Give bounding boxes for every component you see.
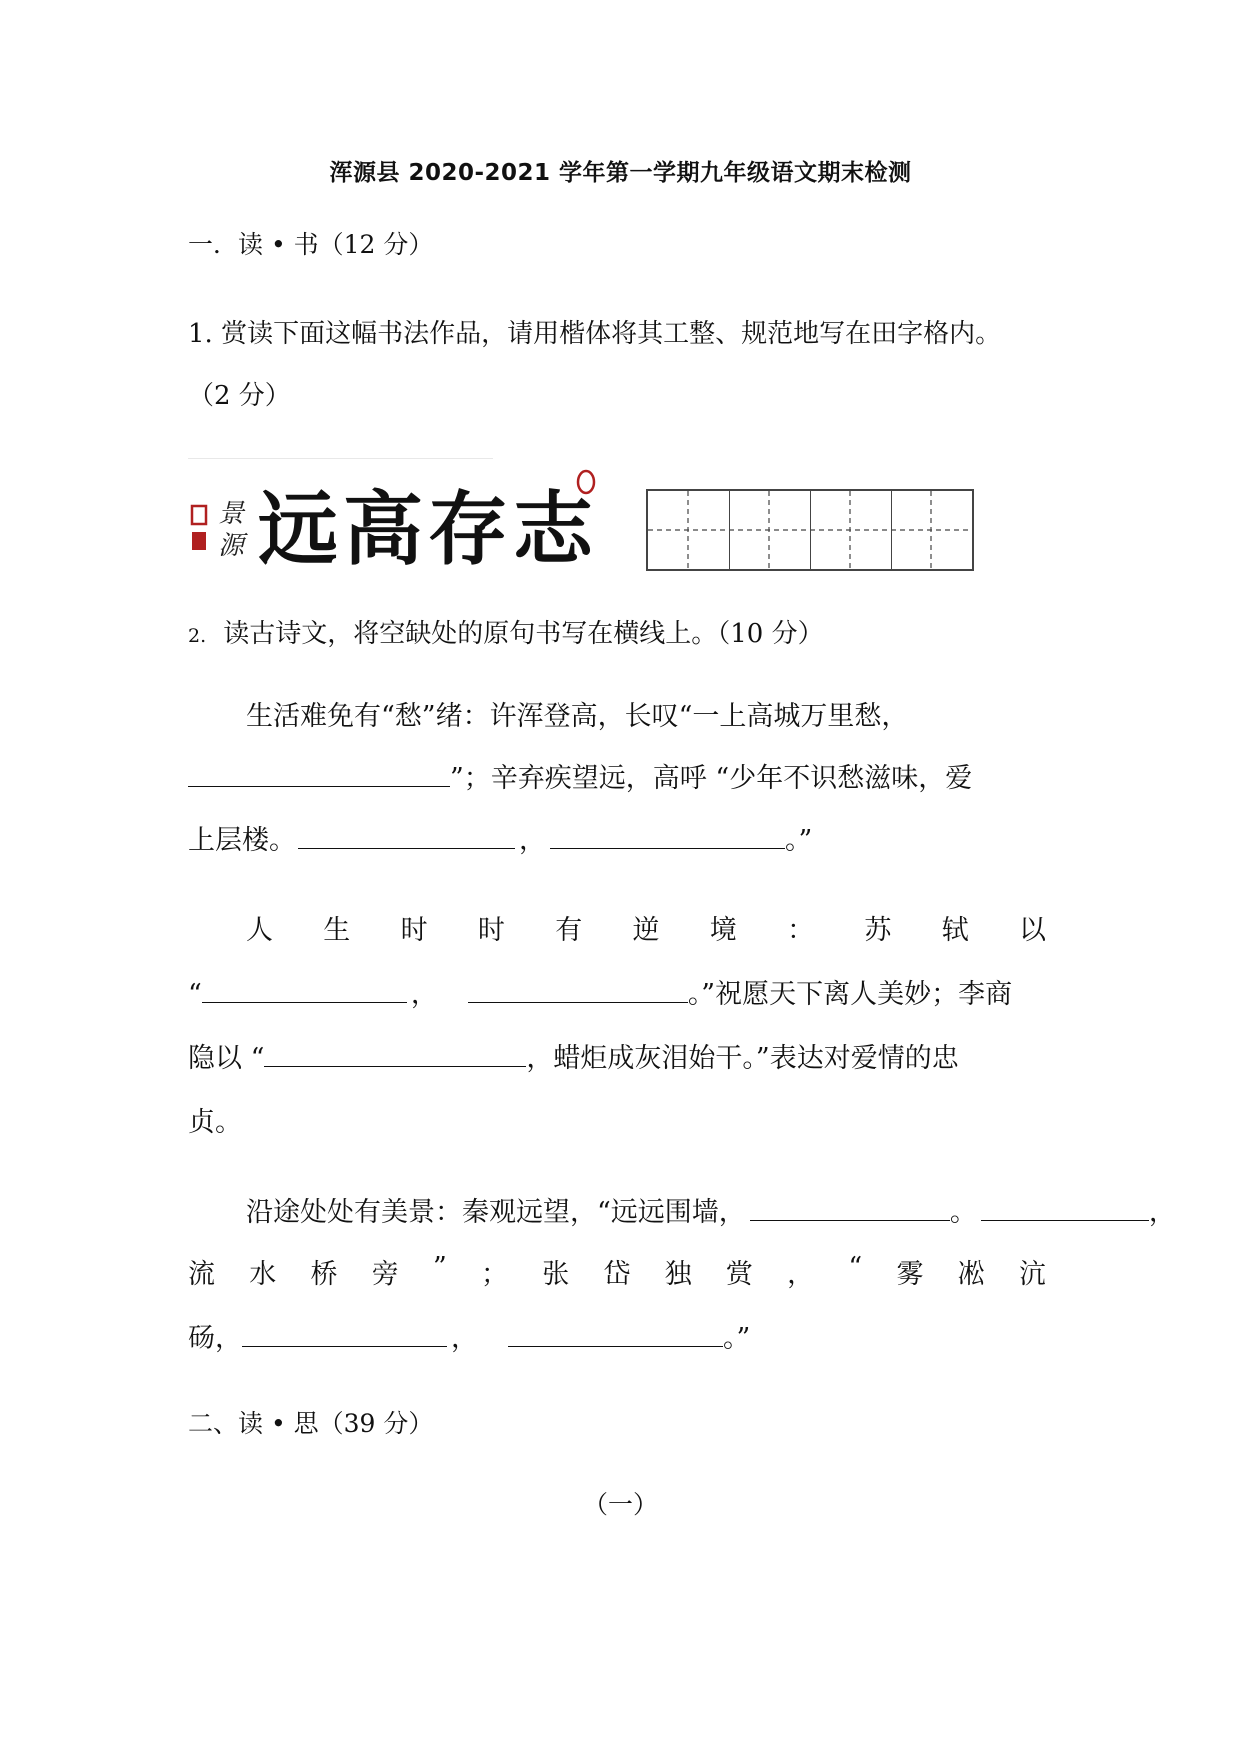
- p2-char: 人: [246, 915, 273, 946]
- p3-line3: [188, 1316, 750, 1355]
- calligraphy-char-cun: 存: [428, 482, 508, 572]
- question-1-text: 1. 赏读下面这幅书法作品，请用楷体将其工整、规范地写在田字格内。: [188, 319, 1002, 349]
- p2-char: 生: [323, 915, 351, 946]
- answer-blank[interactable]: [468, 976, 688, 1003]
- answer-blank[interactable]: [202, 976, 407, 1003]
- p3-period: 。: [949, 1197, 977, 1228]
- question-2-text: 读古诗文，将空缺处的原句书写在横线上。（10 分）: [223, 619, 824, 649]
- p2-char: 境: [709, 915, 737, 946]
- question-1-score: （2 分）: [188, 381, 291, 411]
- p1-line3-start: 上层楼。: [188, 825, 296, 856]
- p3-char: ”: [432, 1252, 447, 1283]
- p3-char: 凇: [957, 1259, 985, 1290]
- p3-line3-end: 。”: [723, 1323, 751, 1354]
- answer-blank[interactable]: [508, 1320, 723, 1347]
- p3-trail-comma: ，: [1148, 1197, 1176, 1228]
- p3-char: 沆: [1018, 1259, 1046, 1290]
- p2-open-quote: “: [188, 979, 202, 1010]
- p2-comma: ，: [410, 979, 438, 1010]
- p1-line3-end: 。”: [785, 825, 813, 856]
- p3-line1-start: 沿途处处有美景：秦观远望，“远远围墙，: [246, 1197, 746, 1228]
- p3-comma: ，: [451, 1323, 478, 1354]
- p2-char: 逆: [632, 915, 660, 946]
- p1-line2: [188, 756, 972, 795]
- p3-char: 独: [664, 1259, 692, 1290]
- question-2-number: 2.: [188, 625, 207, 647]
- calligraphy-signature-1: 景: [218, 499, 245, 529]
- page-title: 浑源县 2020-2021 学年第一学期九年级语文期末检测: [329, 160, 912, 186]
- p3-char: 岱: [603, 1259, 631, 1290]
- grid-cell[interactable]: [729, 491, 811, 569]
- p2-line3-start: 隐以 “: [188, 1043, 265, 1074]
- answer-blank[interactable]: [750, 1194, 950, 1221]
- p2-char: 时: [400, 915, 428, 946]
- answer-blank[interactable]: [298, 822, 515, 849]
- p2-char: 苏: [864, 915, 892, 946]
- answer-blank[interactable]: [188, 760, 450, 787]
- answer-blank[interactable]: [264, 1040, 526, 1067]
- section-one-heading: 一．读 • 书（12 分）: [188, 230, 434, 259]
- p3-line3-start: 砀，: [188, 1323, 242, 1354]
- p2-line4: 贞。: [188, 1107, 242, 1138]
- answer-blank[interactable]: [981, 1194, 1149, 1221]
- p2-char: 时: [477, 915, 505, 946]
- p3-char: ，: [787, 1259, 815, 1290]
- p1-line2-text: ”；辛弃疾望远，高呼 “少年不识愁滋味，爱: [450, 763, 973, 794]
- p2-line1: [246, 908, 1046, 947]
- p3-char: ；: [480, 1259, 508, 1290]
- p2-char: 以: [1018, 915, 1046, 946]
- p3-char: 流: [188, 1259, 215, 1290]
- p3-char: 张: [542, 1259, 570, 1290]
- calligraphy-char-yuan: 远: [258, 482, 338, 572]
- calligraphy-top-rule: [188, 458, 493, 459]
- answer-blank[interactable]: [242, 1320, 447, 1347]
- calligraphy-artwork: [188, 462, 608, 572]
- calligraphy-char-zhi: 志: [513, 482, 593, 572]
- p2-char: ：: [787, 915, 815, 946]
- grid-cell[interactable]: [810, 491, 892, 569]
- seal-stamp-2: [192, 532, 206, 550]
- p2-char: 有: [555, 915, 583, 946]
- calligraphy-signature-2: 源: [218, 531, 245, 561]
- p3-char: 赏: [725, 1259, 753, 1290]
- p3-char: 水: [249, 1259, 277, 1290]
- seal-stamp-1: [192, 506, 206, 524]
- p3-line2: [188, 1252, 1046, 1291]
- p1-comma: ，: [519, 825, 546, 856]
- tianzige-grid[interactable]: [646, 489, 974, 571]
- calligraphy-char-gao: 高: [343, 482, 423, 572]
- p3-line1: [246, 1190, 1176, 1229]
- p3-char: 桥: [310, 1259, 338, 1290]
- p2-line3: [188, 1036, 959, 1075]
- p3-char: 旁: [371, 1259, 399, 1290]
- answer-blank[interactable]: [550, 822, 785, 849]
- p1-line1: 生活难免有“愁”绪：许浑登高，长叹“一上高城万里愁，: [246, 701, 909, 732]
- grid-cell[interactable]: [648, 491, 730, 569]
- question-2: [188, 613, 824, 650]
- part-one-heading: （一）: [582, 1490, 658, 1519]
- p3-char: 雾: [896, 1259, 924, 1290]
- p2-line2-end: 。”祝愿天下离人美妙；李商: [687, 979, 1013, 1010]
- p2-line2: [188, 972, 1012, 1011]
- p2-line3-end: ，蜡炬成灰泪始干。”表达对爱情的忠: [526, 1043, 959, 1074]
- p2-char: 轼: [941, 915, 969, 946]
- grid-cell[interactable]: [891, 491, 973, 569]
- p1-line3: [188, 818, 812, 857]
- p3-char: “: [848, 1252, 863, 1283]
- section-two-heading: 二、读 • 思（39 分）: [188, 1409, 434, 1438]
